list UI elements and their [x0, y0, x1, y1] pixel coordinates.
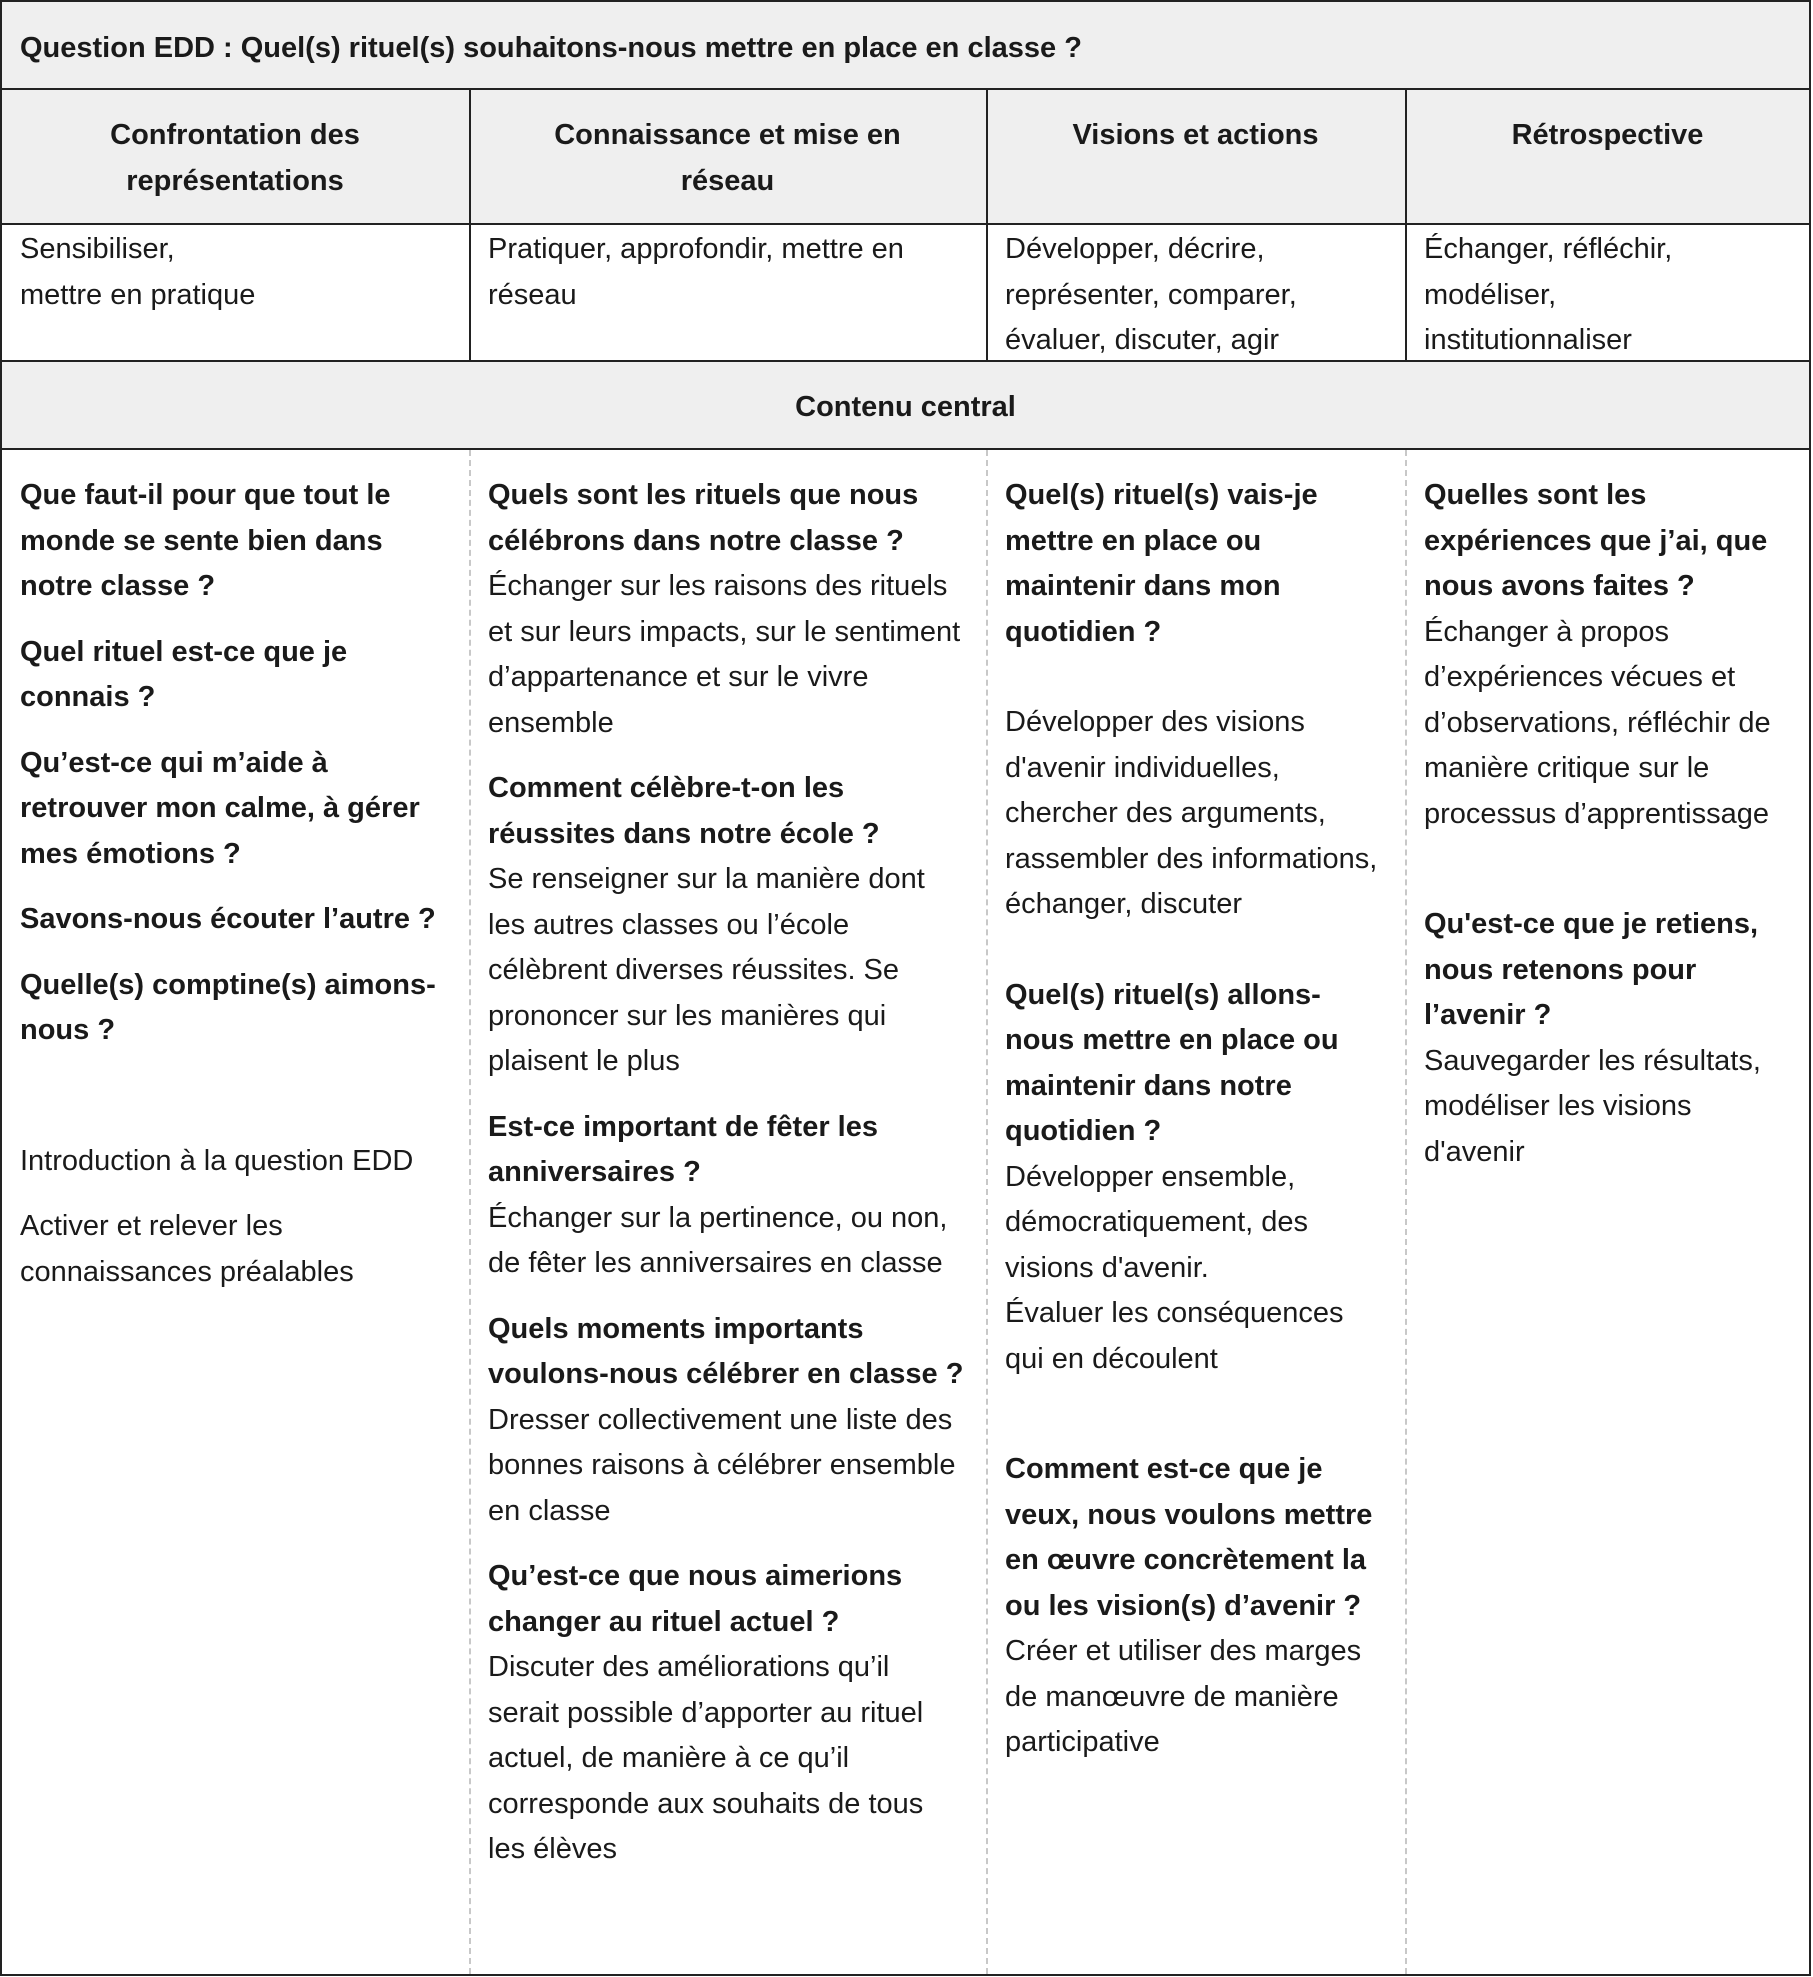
table-title: Question EDD : Quel(s) rituel(s) souhaitons-nous mettre en place en classe ? [20, 32, 1082, 64]
col-2-question: Est-ce important de fêter les anniversaires ? [488, 1110, 878, 1188]
col-4-description: Échanger à propos d’expériences vécues et d’observations, réfléchir de manière critique sur le processus d’apprentissage [1424, 615, 1771, 830]
heading-retrospective: Rétrospective [1511, 119, 1704, 151]
col-4-question: Quelles sont les expériences que j’ai, que nous avons faites ? [1424, 479, 1768, 602]
col-2-description: Dresser collectivement une liste des bonnes raisons à célébrer ensemble en classe [488, 1403, 956, 1527]
verbs-col-1 [20, 227, 460, 318]
col-3-question: Quel(s) rituel(s) allons-nous mettre en place ou maintenir dans notre quotidien ? [1005, 978, 1339, 1147]
verbs-col-1-line-1: Sensibiliser, [20, 233, 175, 265]
col-1-note: Introduction à la question EDD [20, 1144, 414, 1177]
central-heading: Contenu central [795, 391, 1016, 423]
col-3-item [1005, 973, 1390, 1383]
col-2-item [488, 1105, 968, 1287]
col-4-item [1424, 473, 1799, 837]
verbs-col-4: Échanger, réfléchir, modéliser, institutionnaliser [1424, 233, 1673, 356]
rule-under-central [0, 448, 1811, 450]
rule-col-1 [469, 88, 471, 362]
col-3-description: Créer et utiliser des marges de manœuvre de manière participative [1005, 1635, 1362, 1758]
verbs-col-2: Pratiquer, approfondir, mettre en réseau [488, 233, 904, 311]
col-2-item [488, 1554, 968, 1873]
col-2-item [488, 1307, 968, 1535]
col-2-question: Quels moments importants voulons-nous célébrer en classe ? [488, 1312, 964, 1390]
rule-col-2 [986, 88, 988, 362]
col-3-question: Comment est-ce que je veux, nous voulons mettre en œuvre concrètement la ou les vision(s) d’avenir ? [1005, 1453, 1373, 1622]
rule-col-3 [1405, 88, 1407, 362]
col-2-content [488, 473, 968, 1893]
rule-top [0, 0, 1811, 2]
col-3-content [1005, 473, 1390, 1766]
col-2-description: Discuter des améliorations qu’il serait possible d’apporter au rituel actuel, de manière à ce qu’il corresponde aux souhaits de tous les élèves [488, 1651, 924, 1865]
col-2-question: Quels sont les rituels que nous célébrons dans notre classe ? [488, 479, 919, 557]
rule-bottom [0, 1974, 1811, 1976]
col-4-item [1424, 902, 1799, 1175]
col-3-description: Développer des visions d'avenir individuelles, chercher des arguments, rassembler des informations, échanger, discuter [1005, 706, 1378, 920]
col-1-question: Savons-nous écouter l’autre ? [20, 903, 436, 935]
rule-under-title [0, 88, 1811, 90]
col-2-description: Se renseigner sur la manière dont les autres classes ou l’école célèbrent diverses réussites. Se prononcer sur les manières qui plaisent le plus [488, 863, 925, 1077]
col-4-description: Sauvegarder les résultats, modéliser les visions d'avenir [1424, 1044, 1761, 1168]
heading-visions: Visions et actions [1072, 119, 1319, 151]
col-2-item [488, 766, 968, 1085]
col-4-question: Qu'est-ce que je retiens, nous retenons pour l’avenir ? [1424, 908, 1759, 1031]
rule-right [1809, 0, 1811, 1976]
col-3-description: Évaluer les conséquences qui en découlent [1005, 1297, 1344, 1375]
col-4-content [1424, 473, 1799, 1175]
col-3-question: Quel(s) rituel(s) vais-je mettre en place ou maintenir dans mon quotidien ? [1005, 479, 1318, 648]
col-3-item [1005, 473, 1390, 928]
col-2-item [488, 473, 968, 746]
col-2-question: Qu’est-ce que nous aimerions changer au rituel actuel ? [488, 1560, 903, 1638]
col-1-question: Qu’est-ce qui m’aide à retrouver mon calme, à gérer mes émotions ? [20, 746, 420, 870]
verbs-col-1-line-2: mettre en pratique [20, 278, 256, 311]
dashed-rule-col-2 [986, 450, 988, 1974]
col-1-question: Quelle(s) comptine(s) aimons-nous ? [20, 968, 436, 1046]
col-2-description: Échanger sur la pertinence, ou non, de fêter les anniversaires en classe [488, 1201, 948, 1279]
heading-confrontation: Confrontation des représentations [110, 119, 360, 197]
col-1-question: Que faut-il pour que tout le monde se sente bien dans notre classe ? [20, 479, 391, 602]
col-2-question: Comment célèbre-t-on les réussites dans notre école ? [488, 772, 880, 850]
verbs-col-3: Développer, décrire, représenter, comparer, évaluer, discuter, agir [1005, 233, 1297, 356]
col-1-content [20, 473, 460, 1315]
col-3-item [1005, 1447, 1390, 1766]
dashed-rule-col-3 [1405, 450, 1407, 1974]
col-1-question: Quel rituel est-ce que je connais ? [20, 635, 348, 713]
col-3-description: Développer ensemble, démocratiquement, des visions d'avenir. [1005, 1160, 1309, 1284]
heading-connaissance: Connaissance et mise en réseau [554, 119, 901, 197]
rule-left [0, 0, 2, 1976]
col-2-description: Échanger sur les raisons des rituels et sur leurs impacts, sur le sentiment d’appartenance et sur le vivre ensemble [488, 570, 961, 739]
dashed-rule-col-1 [469, 450, 471, 1974]
rule-under-headings [0, 223, 1811, 225]
col-1-note: Activer et relever les connaissances préalables [20, 1210, 354, 1288]
